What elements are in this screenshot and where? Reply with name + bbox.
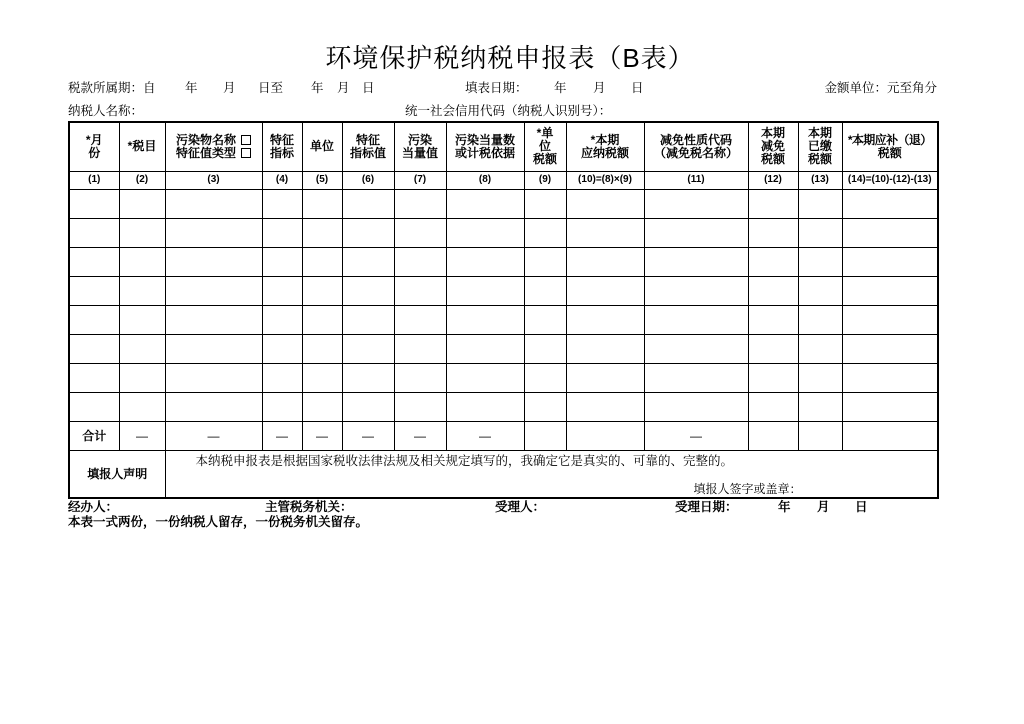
fill-date-day: 日 [631,81,644,95]
col-header-month [69,122,119,171]
header-line: 当量值 [401,145,438,160]
cell-pollution-equivalent-count[interactable] [446,218,524,247]
header-line-feature-type [166,147,262,160]
cell-pollution-equivalent-value[interactable] [394,392,446,421]
cell-tax-payable[interactable] [566,363,644,392]
declaration-content [166,451,938,497]
col-number-2: (2) [119,171,165,189]
col-number-13: (13) [798,171,842,189]
header-line: 已缴 [807,139,832,154]
receipt-date-day: 日 [855,500,868,514]
cell-month[interactable] [69,247,119,276]
cell-pollution-equivalent-value[interactable] [394,247,446,276]
header-line: 指标值 [349,145,386,160]
header-line: （减免税名称） [653,145,738,160]
total-cell-tax-payable[interactable] [566,421,644,450]
cell-feature-indicator-value[interactable] [342,392,394,421]
cell-unit-tax[interactable] [524,218,566,247]
cell-tax-item[interactable] [119,218,165,247]
cell-tax-item[interactable] [119,334,165,363]
cell-tax-item[interactable] [119,247,165,276]
cell-month[interactable] [69,305,119,334]
period-to-day: 日 [362,81,375,95]
cell-feature-indicator[interactable] [262,363,302,392]
cell-tax-due[interactable] [842,334,938,363]
amount-unit: 金额单位：元至角分 [824,81,937,95]
col-header-tax-payable [566,122,644,171]
header-line: *税目 [127,139,157,154]
cell-tax-item[interactable] [119,305,165,334]
header-line: 特征 [269,132,294,147]
total-cell-unit: — [302,421,342,450]
cell-pollutant-name[interactable] [165,218,262,247]
col-header-pollution-equivalent-count [446,122,524,171]
pollutant-name-label: 污染物名称 [175,132,236,147]
cell-tax-due[interactable] [842,305,938,334]
header-line: 税额 [807,152,832,167]
period-from-year: 年 [185,81,198,95]
cell-pollution-equivalent-count[interactable] [446,334,524,363]
fill-date-year: 年 [554,81,567,95]
cell-tax-due[interactable] [842,247,938,276]
col-header-relief-code [644,122,748,171]
header-line: 本期 [807,126,832,141]
cell-tax-item[interactable] [119,392,165,421]
cell-relief-code[interactable] [644,247,748,276]
cell-tax-item[interactable] [119,276,165,305]
declaration-statement: 本纳税申报表是根据国家税收法律法规及相关规定填写的，我确定它是真实的、可靠的、完整的。 [195,453,734,468]
column-number-row [69,171,938,189]
cell-pollutant-name[interactable] [165,189,262,218]
copies-note: 本表一式两份，一份纳税人留存，一份税务机关留存。 [68,515,369,529]
cell-feature-indicator[interactable] [262,334,302,363]
data-rows [69,189,938,421]
declaration-cell [165,450,938,498]
col-number-5: (5) [302,171,342,189]
credit-code-label: 统一社会信用代码（纳税人识别号）： [405,104,612,118]
cell-tax-due[interactable] [842,392,938,421]
col-header-tax-item [119,122,165,171]
col-number-12: (12) [748,171,798,189]
cell-unit-tax[interactable] [524,363,566,392]
header-line: 特征 [355,132,380,147]
cell-unit[interactable] [302,276,342,305]
total-cell-pollution-equivalent-value: — [394,421,446,450]
cell-relief-amount[interactable] [748,363,798,392]
cell-tax-item[interactable] [119,189,165,218]
header-line: 指标 [269,145,294,160]
col-number-7: (7) [394,171,446,189]
cell-pollutant-name[interactable] [165,363,262,392]
cell-tax-payable[interactable] [566,276,644,305]
total-cell-relief-amount[interactable] [748,421,798,450]
receiver-label: 受理人： [495,500,546,514]
cell-relief-amount[interactable] [748,218,798,247]
cell-unit[interactable] [302,392,342,421]
total-cell-pollution-equivalent-count: — [446,421,524,450]
col-header-feature-indicator-value [342,122,394,171]
cell-relief-amount[interactable] [748,276,798,305]
taxpayer-name-label: 纳税人名称： [68,104,144,118]
header-line: 份 [88,145,101,160]
col-number-3: (3) [165,171,262,189]
total-cell-paid-amount[interactable] [798,421,842,450]
cell-unit-tax[interactable] [524,276,566,305]
cell-unit-tax[interactable] [524,247,566,276]
fill-date-month: 月 [593,81,606,95]
cell-month[interactable] [69,363,119,392]
table-row [69,334,938,363]
col-number-6: (6) [342,171,394,189]
cell-tax-due[interactable] [842,276,938,305]
cell-pollutant-name[interactable] [165,392,262,421]
cell-paid-amount[interactable] [798,189,842,218]
header-row [69,122,938,171]
page-title: 环境保护税纳税申报表（B表） [325,43,695,73]
total-cell-unit-tax[interactable] [524,421,566,450]
cell-unit-tax[interactable] [524,305,566,334]
tax-return-table [68,121,939,499]
table-row [69,276,938,305]
table-row [69,189,938,218]
cell-feature-indicator[interactable] [262,276,302,305]
cell-tax-payable[interactable] [566,218,644,247]
cell-relief-code[interactable] [644,363,748,392]
feature-value-type-checkbox[interactable] [241,148,251,158]
handler-label: 经办人： [68,500,119,514]
cell-feature-indicator-value[interactable] [342,334,394,363]
tax-authority-label: 主管税务机关： [265,500,353,514]
cell-pollution-equivalent-value[interactable] [394,218,446,247]
total-cell-tax-item: — [119,421,165,450]
cell-paid-amount[interactable] [798,276,842,305]
header-line: 减免 [760,139,785,154]
table-row [69,305,938,334]
total-cell-pollutant-name: — [165,421,262,450]
col-number-14: (14)=(10)-(12)-(13) [842,171,938,189]
col-number-8: (8) [446,171,524,189]
cell-feature-indicator[interactable] [262,247,302,276]
cell-pollution-equivalent-count[interactable] [446,305,524,334]
cell-relief-code[interactable] [644,276,748,305]
pollutant-name-checkbox[interactable] [241,135,251,145]
cell-paid-amount[interactable] [798,247,842,276]
header-line: *单 [536,126,554,141]
cell-relief-amount[interactable] [748,392,798,421]
cell-paid-amount[interactable] [798,392,842,421]
cell-pollution-equivalent-value[interactable] [394,334,446,363]
cell-month[interactable] [69,392,119,421]
cell-paid-amount[interactable] [798,305,842,334]
header-line: 污染 [407,132,432,147]
header-line: 应纳税额 [580,145,629,160]
feature-value-type-label: 特征值类型 [175,145,236,160]
cell-tax-payable[interactable] [566,305,644,334]
period-to-year: 年 [311,81,324,95]
header-line: *月 [85,132,103,147]
header-line: 减免性质代码 [659,132,732,147]
header-line: 单位 [309,139,334,154]
cell-feature-indicator-value[interactable] [342,363,394,392]
period-to-month: 月 [337,81,350,95]
cell-feature-indicator[interactable] [262,218,302,247]
col-header-pollutant-name [165,122,262,171]
cell-unit[interactable] [302,218,342,247]
cell-relief-code[interactable] [644,189,748,218]
header-line: 税额 [760,152,785,167]
cell-pollution-equivalent-value[interactable] [394,276,446,305]
col-number-11: (11) [644,171,748,189]
cell-relief-amount[interactable] [748,189,798,218]
table-row [69,218,938,247]
receipt-date-year: 年 [778,500,791,514]
header-line: *本期 [590,132,620,147]
cell-pollution-equivalent-count[interactable] [446,276,524,305]
col-number-9: (9) [524,171,566,189]
cell-month[interactable] [69,276,119,305]
cell-relief-code[interactable] [644,305,748,334]
cell-tax-payable[interactable] [566,334,644,363]
col-header-pollution-equivalent-value [394,122,446,171]
header-line: 税额 [532,152,557,167]
cell-pollution-equivalent-count[interactable] [446,189,524,218]
cell-pollution-equivalent-count[interactable] [446,392,524,421]
receipt-date-month: 月 [817,500,830,514]
declaration-row [69,450,938,498]
cell-month[interactable] [69,189,119,218]
cell-pollutant-name[interactable] [165,305,262,334]
cell-relief-amount[interactable] [748,305,798,334]
total-cell-feature-indicator: — [262,421,302,450]
cell-pollution-equivalent-value[interactable] [394,189,446,218]
declaration-label: 填报人声明 [69,450,165,498]
cell-tax-due[interactable] [842,363,938,392]
cell-pollution-equivalent-count[interactable] [446,247,524,276]
col-header-relief-amount [748,122,798,171]
col-number-1: (1) [69,171,119,189]
header-line: 或计税依据 [454,145,515,160]
col-header-tax-due [842,122,938,171]
cell-relief-code[interactable] [644,392,748,421]
signature-label: 填报人签字或盖章： [693,481,802,496]
cell-tax-due[interactable] [842,189,938,218]
cell-tax-payable[interactable] [566,189,644,218]
cell-paid-amount[interactable] [798,334,842,363]
total-cell-relief-code: — [644,421,748,450]
cell-tax-due[interactable] [842,218,938,247]
cell-pollutant-name[interactable] [165,334,262,363]
col-header-unit-tax [524,122,566,171]
table-row [69,392,938,421]
period-from-day-to: 日至 [258,81,284,95]
cell-relief-amount[interactable] [748,247,798,276]
cell-relief-code[interactable] [644,218,748,247]
cell-paid-amount[interactable] [798,363,842,392]
col-number-4: (4) [262,171,302,189]
cell-feature-indicator-value[interactable] [342,218,394,247]
period-label: 税款所属期：自 [68,81,156,95]
header-line: 本期 [760,126,785,141]
cell-feature-indicator[interactable] [262,305,302,334]
cell-unit[interactable] [302,334,342,363]
cell-unit-tax[interactable] [524,392,566,421]
receipt-date-label: 受理日期： [675,500,738,514]
cell-feature-indicator-value[interactable] [342,305,394,334]
cell-unit-tax[interactable] [524,334,566,363]
cell-feature-indicator-value[interactable] [342,276,394,305]
table-row [69,247,938,276]
total-label: 合计 [69,421,119,450]
cell-pollution-equivalent-value[interactable] [394,363,446,392]
col-header-paid-amount [798,122,842,171]
cell-tax-payable[interactable] [566,247,644,276]
cell-tax-payable[interactable] [566,392,644,421]
fill-date-label: 填表日期： [465,81,528,95]
table-row [69,363,938,392]
cell-feature-indicator[interactable] [262,392,302,421]
total-cell-feature-indicator-value: — [342,421,394,450]
header-line: *本期应补（退） [847,132,932,147]
cell-unit[interactable] [302,189,342,218]
total-row [69,421,938,450]
cell-unit[interactable] [302,305,342,334]
col-header-feature-indicator [262,122,302,171]
cell-month[interactable] [69,218,119,247]
period-from-month: 月 [223,81,236,95]
header-line: 位 [538,139,551,154]
cell-feature-indicator-value[interactable] [342,189,394,218]
header-line: 污染当量数 [454,132,515,147]
cell-relief-amount[interactable] [748,334,798,363]
cell-pollution-equivalent-count[interactable] [446,363,524,392]
cell-unit[interactable] [302,363,342,392]
cell-month[interactable] [69,334,119,363]
cell-tax-item[interactable] [119,363,165,392]
cell-paid-amount[interactable] [798,218,842,247]
cell-relief-code[interactable] [644,334,748,363]
cell-unit[interactable] [302,247,342,276]
col-header-unit [302,122,342,171]
cell-pollutant-name[interactable] [165,247,262,276]
cell-pollutant-name[interactable] [165,276,262,305]
cell-pollution-equivalent-value[interactable] [394,305,446,334]
cell-feature-indicator-value[interactable] [342,247,394,276]
col-number-10: (10)=(8)×(9) [566,171,644,189]
header-line: 税额 [877,145,902,160]
cell-feature-indicator[interactable] [262,189,302,218]
cell-unit-tax[interactable] [524,189,566,218]
total-cell-tax-due[interactable] [842,421,938,450]
